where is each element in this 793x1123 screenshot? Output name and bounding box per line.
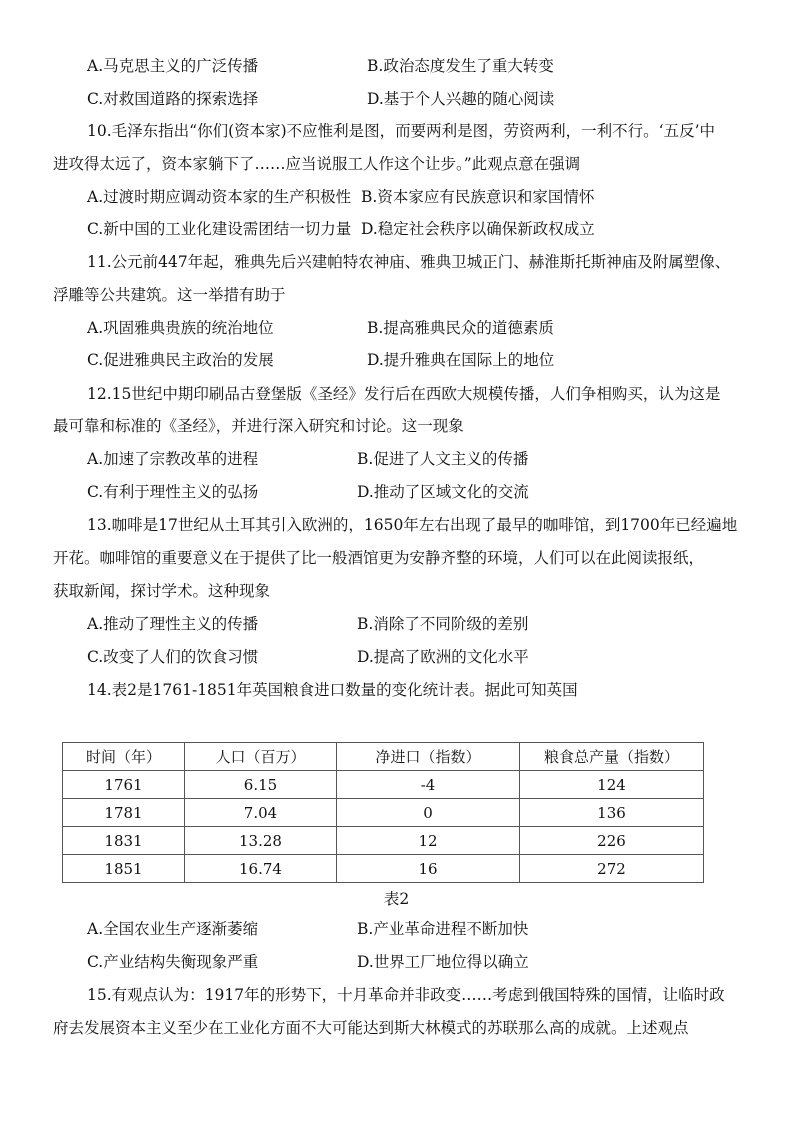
q10-option-c: C.新中国的工业化建设需团结一切力量 xyxy=(87,220,352,238)
q11-option-b: B.提高雅典民众的道德素质 xyxy=(367,319,554,337)
q14-stem-line1: 14.表2是1761-1851年英国粮食进口数量的变化统计表。据此可知英国 xyxy=(87,681,578,699)
grain-import-table xyxy=(62,742,704,883)
q12-option-c: C.有利于理性主义的弘扬 xyxy=(87,483,259,501)
q10-stem-line2: 进攻得太远了，资本家躺下了……应当说服工人作这个让步。”此观点意在强调 xyxy=(53,155,581,173)
table-cell: 13.28 xyxy=(185,827,337,855)
table-header-row xyxy=(63,743,704,771)
q9-option-b: B.政治态度发生了重大转变 xyxy=(367,57,554,75)
table-cell: 1831 xyxy=(63,827,185,855)
table-cell: 0 xyxy=(337,799,520,827)
table-cell: 12 xyxy=(337,827,520,855)
q13-option-d: D.提高了欧洲的文化水平 xyxy=(357,648,529,666)
table-cell: 136 xyxy=(520,799,704,827)
table-cell: 1781 xyxy=(63,799,185,827)
q14-option-a: A.全国农业生产逐渐萎缩 xyxy=(87,920,259,938)
table-row xyxy=(63,855,704,883)
q13-stem-line2: 开花。咖啡馆的重要意义在于提供了比一般酒馆更为安静齐整的环境，人们可以在此阅读报纸， xyxy=(53,549,705,567)
table-cell: 1851 xyxy=(63,855,185,883)
q12-option-a: A.加速了宗教改革的进程 xyxy=(87,450,259,468)
q12-stem-line1: 12.15世纪中期印刷品古登堡版《圣经》发行后在西欧大规模传播，人们争相购买，认为这是 xyxy=(87,385,721,403)
table-cell: 7.04 xyxy=(185,799,337,827)
q12-option-b: B.促进了人文主义的传播 xyxy=(357,450,529,468)
table-cell: 16.74 xyxy=(185,855,337,883)
table-header-cell: 人口（百万） xyxy=(185,743,337,771)
q13-stem-line3: 获取新闻，探讨学术。这种现象 xyxy=(53,582,271,600)
table-cell: 226 xyxy=(520,827,704,855)
table-row xyxy=(63,827,704,855)
q11-stem-line1: 11.公元前447年起，雅典先后兴建帕特农神庙、雅典卫城正门、赫淮斯托斯神庙及附属塑像、 xyxy=(87,253,731,271)
q9-option-a: A.马克思主义的广泛传播 xyxy=(87,57,259,75)
q11-stem-line2: 浮雕等公共建筑。这一举措有助于 xyxy=(53,286,286,304)
q14-option-c: C.产业结构失衡现象严重 xyxy=(87,953,259,971)
table-header-cell: 净进口（指数） xyxy=(337,743,520,771)
table-cell: 1761 xyxy=(63,771,185,799)
table-row xyxy=(63,771,704,799)
q13-option-a: A.推动了理性主义的传播 xyxy=(87,615,259,633)
q14-option-d: D.世界工厂地位得以确立 xyxy=(357,953,529,971)
table-cell: 124 xyxy=(520,771,704,799)
table-header-cell: 时间（年） xyxy=(63,743,185,771)
table-row xyxy=(63,799,704,827)
table-cell: 16 xyxy=(337,855,520,883)
q10-option-d: D.稳定社会秩序以确保新政权成立 xyxy=(361,220,595,238)
q14-option-b: B.产业革命进程不断加快 xyxy=(357,920,529,938)
q13-stem-line1: 13.咖啡是17世纪从土耳其引入欧洲的，1650年左右出现了最早的咖啡馆，到1700年已经遍地 xyxy=(87,516,738,534)
q11-option-c: C.促进雅典民主政治的发展 xyxy=(87,351,274,369)
table-cell: 6.15 xyxy=(185,771,337,799)
q10-stem-line1: 10.毛泽东指出“你们(资本家)不应惟利是图，而要两利是图，劳资两利，一利不行。‘五反’中 xyxy=(87,122,716,140)
q12-option-d: D.推动了区域文化的交流 xyxy=(357,483,529,501)
q13-option-b: B.消除了不同阶级的差别 xyxy=(357,615,529,633)
q12-stem-line2: 最可靠和标准的《圣经》，并进行深入研究和讨论。这一现象 xyxy=(53,417,464,435)
q11-option-d: D.提升雅典在国际上的地位 xyxy=(367,351,555,369)
q15-stem-line1: 15.有观点认为：1917年的形势下，十月革命并非政变……考虑到俄国特殊的国情，让临时政 xyxy=(87,986,725,1004)
table-header-cell: 粮食总产量（指数） xyxy=(520,743,704,771)
q9-option-c: C.对救国道路的探索选择 xyxy=(87,90,259,108)
q10-option-a: A.过渡时期应调动资本家的生产积极性 xyxy=(87,188,352,206)
q10-option-b: B.资本家应有民族意识和家国情怀 xyxy=(361,188,595,206)
q15-stem-line2: 府去发展资本主义至少在工业化方面不大可能达到斯大林模式的苏联那么高的成就。上述观点 xyxy=(53,1019,689,1037)
table-caption: 表2 xyxy=(383,890,410,908)
q9-option-d: D.基于个人兴趣的随心阅读 xyxy=(367,90,555,108)
table-cell: 272 xyxy=(520,855,704,883)
table-cell: -4 xyxy=(337,771,520,799)
q11-option-a: A.巩固雅典贵族的统治地位 xyxy=(87,319,274,337)
q13-option-c: C.改变了人们的饮食习惯 xyxy=(87,648,259,666)
